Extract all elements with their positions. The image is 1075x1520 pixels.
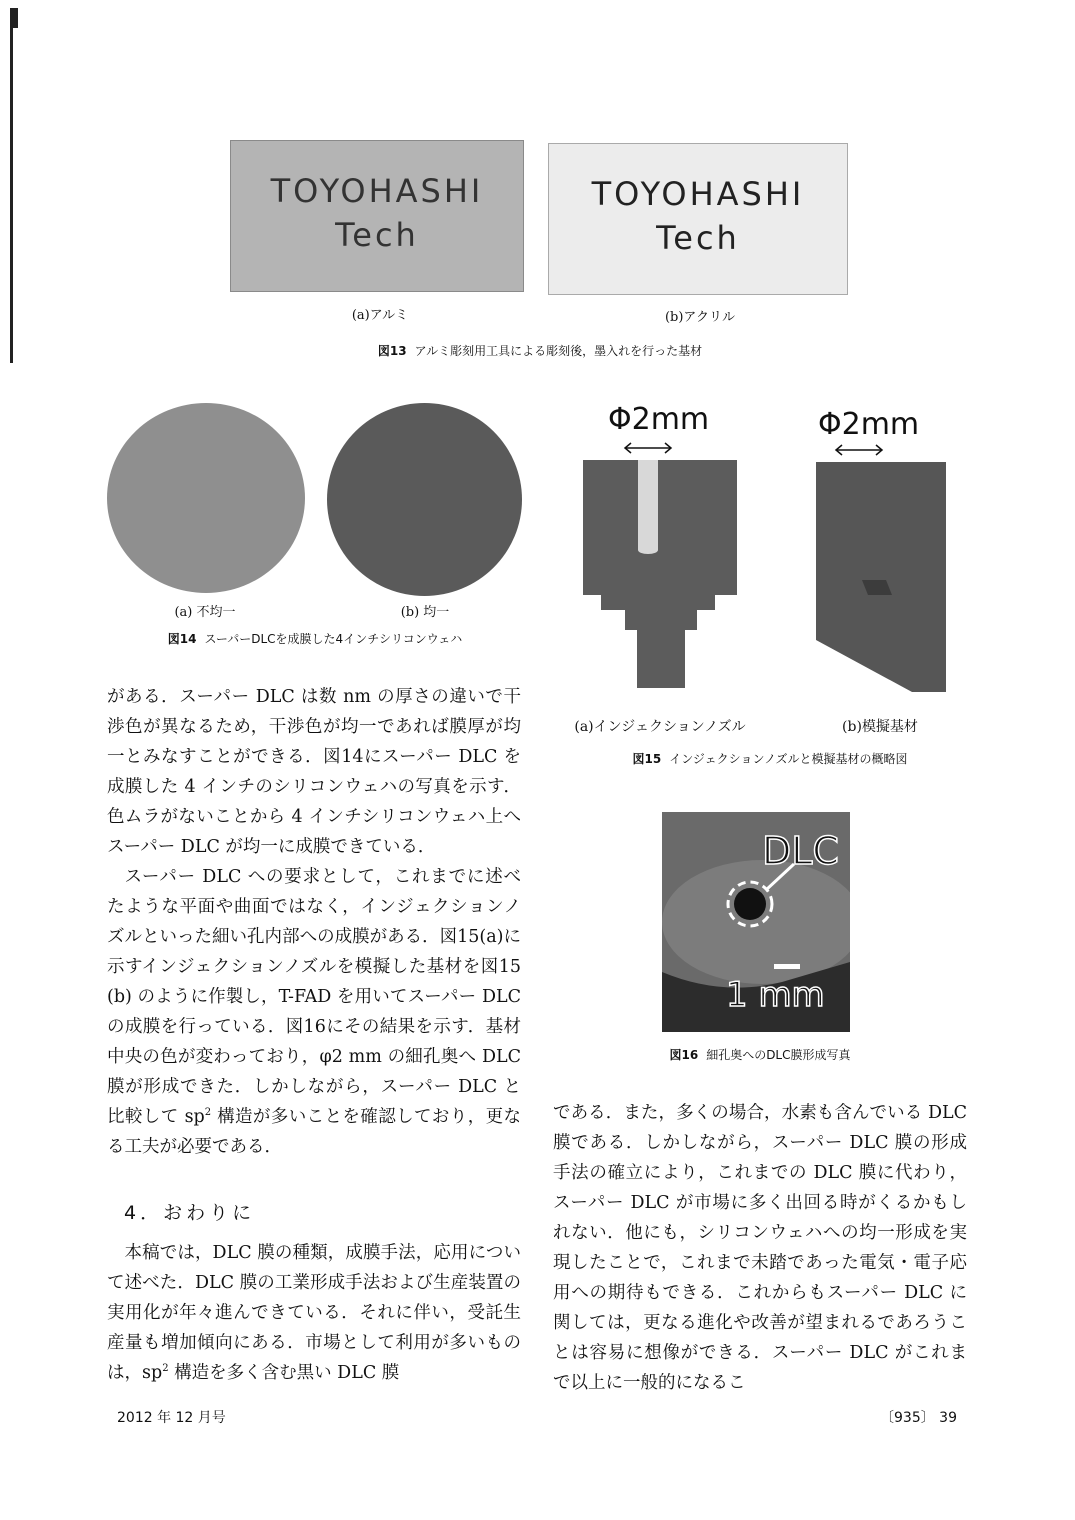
fig13-subcaption-b: (b)アクリル: [664, 310, 736, 325]
fig13-plate-b-line1: TOYOHASHI: [591, 175, 805, 213]
fig16-scale-label: 1 mm: [726, 975, 825, 1015]
fig15b-dimension-arrow: [836, 445, 882, 455]
left-column-text-top: [107, 682, 521, 1162]
nozzle-body: [583, 460, 737, 688]
fig15-subcaption-a: (a)インジェクションノズル: [574, 719, 746, 735]
fig15a-nozzle-diagram: [575, 430, 745, 695]
left-paragraph-2: スーパー DLC への要求として，これまでに述べたような平面や曲面ではなく，インジェクションノズルといった細い孔内部への成膜がある．図15(a)に示すインジェクションノズルを模擬した基材を図15 (b) のように作製し，T-FAD を用いてスーパー DLC の成膜を行っている．図16にその結果を示す．基材中央の色が変わっており，φ2 mm の細孔奥へ DLC 膜が形成できた．しかしながら，スーパー DLC と比較して $sp^2$ 構造が多いことを確認しており，更なる工夫が必要である．: [107, 867, 521, 1157]
fig15b-substrate-diagram: [812, 430, 962, 700]
left-paragraph-3: 本稿では，DLC 膜の種類，成膜手法，応用について述べた．DLC 膜の工業形成手法および生産装置の実用化が年々進んできている．それに伴い，受託生産量も増加傾向にある．市場として利用が多いものは，$sp^2$ 構造を多く含む黒い DLC 膜: [107, 1243, 521, 1383]
fig16-dlc-spot: [734, 888, 766, 920]
fig16-caption: [630, 1046, 890, 1063]
footer-issue: 2012 年 12 月号: [117, 1410, 226, 1426]
wafer-uniform: [327, 403, 522, 596]
nozzle-bore: [638, 460, 658, 550]
fig13-plate-a-line2: Tech: [335, 216, 419, 254]
fig16-label: 図16: [669, 1048, 699, 1062]
fig13-subcaption-a: (a)アルミ: [351, 308, 409, 323]
left-column-text-bottom: [107, 1238, 521, 1388]
fig15-label: 図15: [632, 752, 662, 766]
fig13-caption-text: アルミ彫刻用工具による彫刻後，墨入れを行った基材: [414, 344, 703, 358]
fig16-photo: [662, 812, 850, 1032]
fig15-subcaption-b: (b)模擬基材: [842, 719, 918, 735]
fig13-caption: [330, 342, 750, 359]
fig14-label: 図14: [167, 632, 197, 646]
fig14-subcaption-b: (b) 均一: [400, 605, 450, 620]
fig15-caption: [580, 750, 960, 767]
right-paragraph-1: である．また，多くの場合，水素も含んでいる DLC 膜である．しかしながら，スーパー DLC 膜の形成手法の確立により，これまでの DLC 膜に代わり，スーパー DLC が市場に多く出回る時がくるかもしれない．他にも，シリコンウェハへの均一形成を実現したことで，これまで未踏であった電気・電子応用への期待もできる．これからもスーパー DLC に関しては，更なる進化や改善が望まれるであろうことは容易に想像ができる．スーパー DLC がこれまで以上に一般的になるこ: [553, 1103, 967, 1393]
right-column-text: [553, 1098, 967, 1398]
fig15-caption-text: インジェクションノズルと模擬基材の概略図: [669, 752, 908, 766]
fig16-scale-bar: [774, 964, 800, 969]
left-paragraph-1: がある．スーパー DLC は数 nm の厚さの違いで干渉色が異なるため，干渉色が均一であれば膜厚が均一とみなすことができる．図14にスーパー DLC を成膜した 4 インチのシリコンウェハの写真を示す．色ムラがないことから 4 インチシリコンウェハ上へスーパー DLC が均一に成膜できている．: [107, 687, 521, 857]
fig13-plate-a-line1: TOYOHASHI: [270, 172, 484, 210]
nozzle-bore-bottom: [638, 546, 658, 554]
scan-corner-mark: [10, 8, 18, 28]
fig16-caption-text: 細孔奥へのDLC膜形成写真: [706, 1048, 851, 1062]
footer-page-number: 〔935〕 39: [880, 1410, 957, 1426]
fig15a-dimension-label: Φ2mm: [608, 402, 710, 437]
section-heading-4: 4．おわりに: [124, 1202, 256, 1224]
fig15a-dimension-arrow: [625, 443, 671, 453]
scan-edge-mark: [10, 8, 13, 363]
left-paragraph-3-superscript: 2: [162, 1363, 169, 1375]
fig13-plate-a: [230, 140, 524, 292]
fig14-caption: [120, 630, 510, 647]
fig14-subcaption-a: (a) 不均一: [174, 605, 236, 620]
fig15b-dimension-label: Φ2mm: [818, 407, 920, 442]
substrate-block: [816, 462, 946, 692]
fig16-dlc-label: DLC: [762, 829, 839, 873]
fig13-label: 図13: [377, 344, 407, 358]
fig13-plate-b-line2: Tech: [656, 219, 740, 257]
fig13-plate-b: [548, 143, 848, 295]
fig14-caption-text: スーパーDLCを成膜した4インチシリコンウェハ: [204, 632, 463, 646]
wafer-nonuniform: [107, 403, 305, 593]
left-paragraph-2-superscript: 2: [204, 1107, 212, 1119]
